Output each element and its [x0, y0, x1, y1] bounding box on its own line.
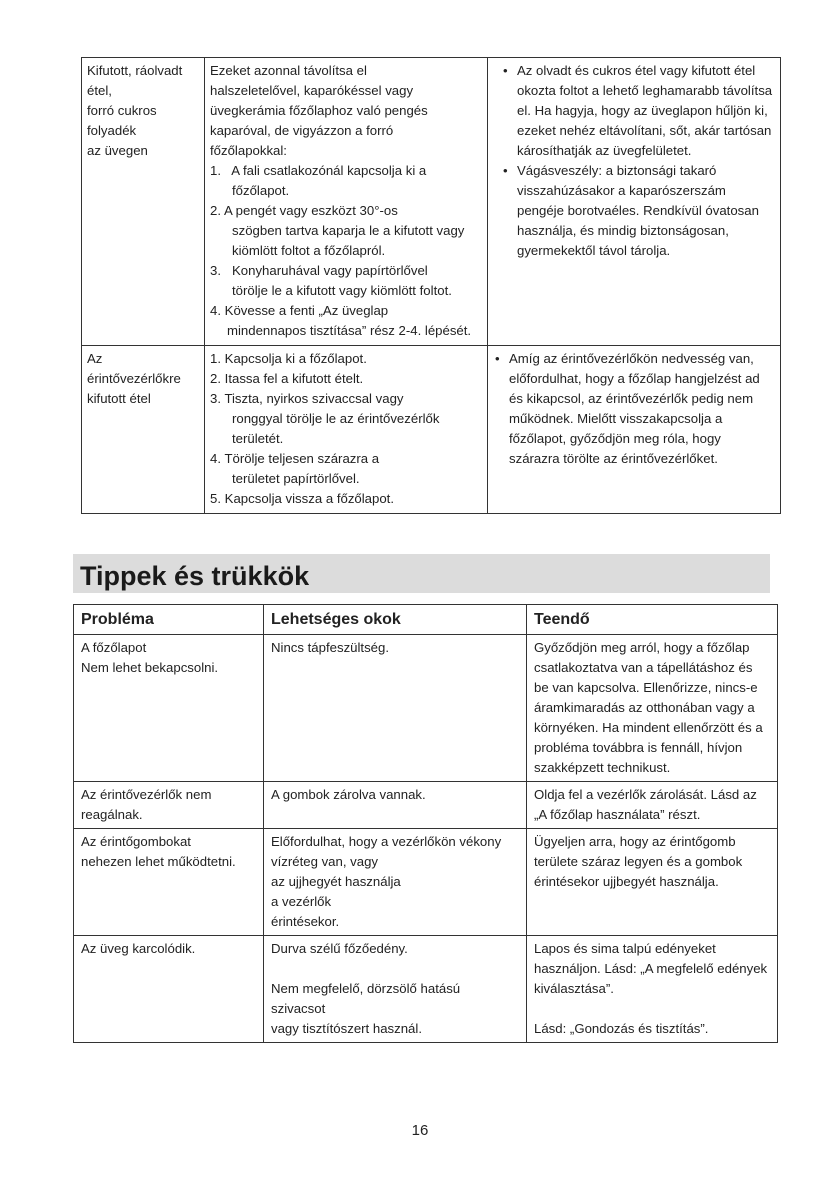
cell-line: érintésekor. [271, 914, 340, 929]
step-number: 1. [210, 163, 221, 178]
table-row [82, 346, 781, 514]
cell-line: Az érintővezérlők nem reagálnak. [81, 787, 212, 822]
step-continuation: területet papírtörlővel. [232, 471, 360, 486]
column-header-problem: Probléma [74, 605, 264, 635]
cell-line: Durva szélű főzőedény. [271, 941, 408, 956]
step-item [210, 349, 482, 369]
problem-cell [74, 829, 264, 936]
step-item [210, 369, 482, 389]
step-number: 2. [210, 203, 221, 218]
cell-line: a vezérlők [271, 894, 332, 909]
cell-line: Lásd: „Gondozás és tisztítás”. [534, 1021, 709, 1036]
actions-cell [205, 346, 488, 514]
step-text: A pengét vagy eszközt 30°-os [223, 203, 398, 218]
note-bullet: • Vágásveszély: a biztonsági takaró visszahúzásakor a kaparószerszám pengéje borotvaéles. Rendkívül óvatosan használja, és mindig biztonságosan, gyermekektől távol tárolja. [493, 161, 775, 261]
problem-line: az üvegen [87, 143, 148, 158]
cell-line: Az érintőgombokat nehezen lehet működtetni. [81, 834, 236, 869]
section-header [73, 554, 770, 593]
cell-line: „A főzőlap használata” részt. [534, 807, 701, 822]
step-text: Kövesse a fenti „Az üveglap [224, 303, 389, 318]
cell-line: az ujjhegyét használja [271, 874, 401, 889]
actions-cell [205, 58, 488, 346]
cell-line: Nem lehet bekapcsolni. [81, 660, 219, 675]
problem-line: Az [87, 351, 103, 366]
problem-cell [74, 782, 264, 829]
problem-line: étel, [87, 83, 112, 98]
column-header-causes: Lehetséges okok [264, 605, 527, 635]
action-cell [527, 635, 778, 782]
problem-cell [74, 936, 264, 1043]
cell-line: vagy tisztítószert használ. [271, 1021, 422, 1036]
problem-line: érintővezérlőkre [87, 371, 181, 386]
cell-line: Nincs tápfeszültség. [271, 640, 390, 655]
step-number: 1. [210, 351, 221, 366]
tips-table [73, 604, 778, 1043]
step-number: 4. [210, 303, 221, 318]
bullet-icon: • [495, 351, 500, 366]
step-continuation: törölje le a kifutott vagy kiömlött foltot. [232, 283, 452, 298]
problem-cell [74, 635, 264, 782]
section-title: Tippek és trükkök [80, 561, 310, 591]
step-text: Kapcsolja vissza a főzőlapot. [224, 491, 395, 506]
step-text: Itassa fel a kifutott ételt. [224, 371, 364, 386]
cell-line: Az üveg karcolódik. [81, 941, 196, 956]
spacer [271, 959, 519, 979]
step-item [210, 201, 482, 221]
step-continuation: szögben tartva kaparja le a kifutott vagy kiömlött foltot a főzőlapról. [232, 223, 465, 258]
step-text: Törölje teljesen szárazra a [224, 451, 380, 466]
step-continuation: mindennapos tisztítása” rész 2-4. lépését. [227, 323, 472, 338]
intro-line: Ezeket azonnal távolítsa el [210, 63, 367, 78]
step-text: Tiszta, nyirkos szivaccsal vagy [224, 391, 404, 406]
step-item [210, 449, 482, 469]
cell-line: A főzőlapot [81, 640, 147, 655]
action-cell [527, 829, 778, 936]
problem-line: folyadék [87, 123, 137, 138]
table-header-row [74, 605, 778, 635]
problem-line: forró cukros [87, 103, 157, 118]
table-row [74, 936, 778, 1043]
step-item [210, 301, 482, 321]
notes-cell [488, 346, 781, 514]
notes-cell [488, 58, 781, 346]
step-item [210, 261, 482, 281]
cell-line: A gombok zárolva vannak. [271, 787, 426, 802]
cause-cell [264, 936, 527, 1043]
action-cell [527, 782, 778, 829]
step-number: 3. [210, 391, 221, 406]
cell-line: Győződjön meg arról, hogy a főzőlap csatlakoztatva van a tápellátáshoz és be van kapcsolva. Ellenőrizze, nincs-e áramkimaradás az otthonában vagy a környéken. Ha mindent ellenőrzött és a probléma továbbra is fennáll, hívjon szakképzett technikust. [534, 640, 763, 775]
step-continuation: főzőlapot. [232, 183, 290, 198]
intro-line: kaparóval, de vigyázzon a forró [210, 123, 394, 138]
spacer [534, 999, 770, 1019]
step-continuation: ronggyal törölje le az érintővezérlők területét. [232, 411, 440, 446]
cause-cell [264, 829, 527, 936]
action-cell [527, 936, 778, 1043]
step-number: 5. [210, 491, 221, 506]
cell-line: Ügyeljen arra, hogy az érintőgomb területe száraz legyen és a gombok érintésekor ujjbegyét használja. [534, 834, 743, 889]
table-row [74, 829, 778, 936]
cause-cell [264, 635, 527, 782]
cause-cell [264, 782, 527, 829]
step-item [210, 389, 482, 409]
spill-cleaning-table [81, 57, 781, 514]
step-text: A fali csatlakozónál kapcsolja ki a [224, 163, 427, 178]
cell-line: Oldja fel a vezérlők zárolását. Lásd az [534, 787, 757, 802]
intro-line: üvegkerámia főzőlaphoz való pengés [210, 103, 428, 118]
cell-line: Lapos és sima talpú edényeket használjon. Lásd: „A megfelelő edények kiválasztása”. [534, 941, 768, 996]
cell-line: Előfordulhat, hogy a vezérlőkön vékony vízréteg van, vagy [271, 834, 502, 869]
intro-line: főzőlapokkal: [210, 143, 287, 158]
problem-line: Kifutott, ráolvadt [87, 63, 183, 78]
table-row [74, 782, 778, 829]
page-number: 16 [411, 1122, 429, 1139]
step-number: 4. [210, 451, 221, 466]
step-text: Konyharuhával vagy papírtörlővel [224, 263, 428, 278]
problem-line: kifutott étel [87, 391, 151, 406]
step-number: 3. [210, 263, 221, 278]
problem-cell [82, 346, 205, 514]
problem-cell [82, 58, 205, 346]
note-bullet [493, 349, 775, 469]
step-item [210, 161, 482, 181]
intro-line: halszeletelővel, kaparókéssel vagy [210, 83, 414, 98]
note-bullet: • Az olvadt és cukros étel vagy kifutott étel okozta foltot a lehető leghamarabb távolítsa el. Ha hagyja, hogy az üveglapon hűljön ki, ezeket nehéz eltávolítani, sőt, akár tartósan károsíthatják az üvegfelületet. [493, 61, 775, 161]
cell-line: Nem megfelelő, dörzsölő hatású szivacsot [271, 981, 461, 1016]
table-row [82, 58, 781, 346]
step-text: Kapcsolja ki a főzőlapot. [224, 351, 367, 366]
column-header-action: Teendő [527, 605, 778, 635]
table-row [74, 635, 778, 782]
step-number: 2. [210, 371, 221, 386]
step-item [210, 489, 482, 509]
note-text: Amíg az érintővezérlőkön nedvesség van, előfordulhat, hogy a főzőlap hangjelzést ad és kikapcsol, az érintővezérlők pedig nem működnek. Mielőtt visszakapcsolja a főzőlapot, győződjön meg róla, hogy szárazra törölte az érintővezérlőket. [509, 351, 760, 466]
